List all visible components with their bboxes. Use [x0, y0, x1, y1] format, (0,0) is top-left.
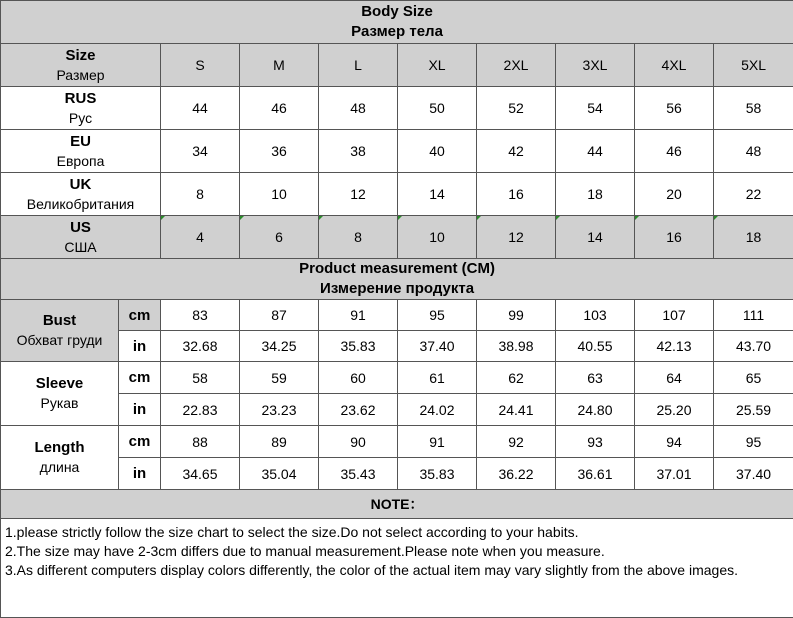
table-cell: 48: [714, 130, 793, 173]
note-line: 3.As different computers display colors differently, the color of the actual item may vary slightly from the above images.: [5, 561, 789, 580]
table-cell: 38.98: [477, 331, 556, 362]
row-label-en: Bust: [1, 311, 118, 330]
size-header: 5XL: [714, 44, 793, 87]
table-cell: 88: [161, 426, 240, 458]
size-header: 4XL: [635, 44, 714, 87]
table-cell: 12: [477, 216, 556, 259]
row-label-en: US: [1, 218, 160, 237]
size-header: XL: [398, 44, 477, 87]
table-cell: 40: [398, 130, 477, 173]
table-cell: 93: [556, 426, 635, 458]
table-cell: 16: [635, 216, 714, 259]
table-cell: 58: [161, 362, 240, 394]
unit-label-cm: cm: [119, 362, 161, 394]
table-cell: 111: [714, 300, 793, 331]
table-cell: 18: [556, 173, 635, 216]
table-cell: 36.22: [477, 458, 556, 490]
table-cell: 23.62: [319, 394, 398, 426]
row-label-ru: Рус: [1, 108, 160, 128]
unit-label-in: in: [119, 458, 161, 490]
table-cell: 91: [319, 300, 398, 331]
table-cell: 12: [319, 173, 398, 216]
body-size-title-en: Body Size: [1, 2, 793, 22]
size-header: M: [240, 44, 319, 87]
table-row: [1, 130, 793, 173]
note-line: 2.The size may have 2-3cm differs due to manual measurement.Please note when you measure.: [5, 542, 789, 561]
row-label: [1, 87, 161, 130]
table-cell: 34: [161, 130, 240, 173]
table-cell: 50: [398, 87, 477, 130]
table-cell: 8: [319, 216, 398, 259]
row-label-ru: Европа: [1, 151, 160, 171]
table-cell: 10: [398, 216, 477, 259]
size-header: 2XL: [477, 44, 556, 87]
row-label: [1, 300, 119, 362]
row-label-en: UK: [1, 175, 160, 194]
unit-label-in: in: [119, 394, 161, 426]
product-title-en: Product measurement (CM): [1, 259, 793, 279]
table-cell: 90: [319, 426, 398, 458]
table-cell: 24.02: [398, 394, 477, 426]
table-row: [1, 300, 793, 331]
size-label-en: Size: [1, 46, 160, 65]
table-cell: 87: [240, 300, 319, 331]
table-cell: 54: [556, 87, 635, 130]
table-cell: 95: [398, 300, 477, 331]
note-line: 1.please strictly follow the size chart to select the size.Do not select according to your habits.: [5, 523, 789, 542]
table-row: [1, 426, 793, 458]
row-label-ru: США: [1, 237, 160, 257]
table-cell: 40.55: [556, 331, 635, 362]
table-cell: 23.23: [240, 394, 319, 426]
table-row: [1, 394, 793, 426]
row-label-ru: Рукав: [1, 393, 118, 413]
table-cell: 59: [240, 362, 319, 394]
table-cell: 38: [319, 130, 398, 173]
table-cell: 107: [635, 300, 714, 331]
size-header: 3XL: [556, 44, 635, 87]
table-row: [1, 331, 793, 362]
table-cell: 35.04: [240, 458, 319, 490]
table-cell: 8: [161, 173, 240, 216]
table-cell: 61: [398, 362, 477, 394]
size-header: L: [319, 44, 398, 87]
product-title-ru: Измерение продукта: [1, 279, 793, 299]
table-cell: 91: [398, 426, 477, 458]
table-cell: 63: [556, 362, 635, 394]
table-cell: 25.20: [635, 394, 714, 426]
table-cell: 37.40: [714, 458, 793, 490]
size-header: S: [161, 44, 240, 87]
table-cell: 42: [477, 130, 556, 173]
product-measurement-header: [1, 259, 793, 300]
table-cell: 4: [161, 216, 240, 259]
table-cell: 92: [477, 426, 556, 458]
unit-label-cm: cm: [119, 426, 161, 458]
body-size-header: [1, 1, 793, 44]
table-cell: 34.25: [240, 331, 319, 362]
table-cell: 37.01: [635, 458, 714, 490]
note-body: [1, 519, 793, 618]
table-row: [1, 216, 793, 259]
table-cell: 44: [161, 87, 240, 130]
table-cell: 24.80: [556, 394, 635, 426]
table-cell: 35.43: [319, 458, 398, 490]
table-cell: 56: [635, 87, 714, 130]
table-cell: 36.61: [556, 458, 635, 490]
table-cell: 62: [477, 362, 556, 394]
table-cell: 22: [714, 173, 793, 216]
table-cell: 43.70: [714, 331, 793, 362]
table-cell: 16: [477, 173, 556, 216]
table-cell: 46: [635, 130, 714, 173]
size-label-ru: Размер: [1, 65, 160, 85]
note-title: NOTE：: [1, 490, 793, 519]
table-cell: 35.83: [398, 458, 477, 490]
row-label-ru: Обхват груди: [1, 330, 118, 350]
table-cell: 35.83: [319, 331, 398, 362]
table-cell: 22.83: [161, 394, 240, 426]
table-cell: 48: [319, 87, 398, 130]
table-cell: 32.68: [161, 331, 240, 362]
unit-label-in: in: [119, 331, 161, 362]
row-label-en: Length: [1, 438, 118, 457]
row-label-ru: длина: [1, 457, 118, 477]
table-cell: 44: [556, 130, 635, 173]
table-row: [1, 458, 793, 490]
table-row: [1, 87, 793, 130]
table-cell: 24.41: [477, 394, 556, 426]
table-cell: 14: [556, 216, 635, 259]
table-cell: 52: [477, 87, 556, 130]
table-cell: 20: [635, 173, 714, 216]
row-label-ru: Великобритания: [1, 194, 160, 214]
table-cell: 60: [319, 362, 398, 394]
row-label: [1, 173, 161, 216]
table-cell: 58: [714, 87, 793, 130]
body-size-title-ru: Размер тела: [1, 22, 793, 42]
table-cell: 46: [240, 87, 319, 130]
table-cell: 14: [398, 173, 477, 216]
row-label: [1, 362, 119, 426]
table-cell: 36: [240, 130, 319, 173]
row-label-en: RUS: [1, 89, 160, 108]
table-cell: 64: [635, 362, 714, 394]
table-cell: 6: [240, 216, 319, 259]
row-label-en: EU: [1, 132, 160, 151]
table-cell: 37.40: [398, 331, 477, 362]
row-label: [1, 130, 161, 173]
size-label-cell: [1, 44, 161, 87]
table-row: [1, 362, 793, 394]
table-cell: 65: [714, 362, 793, 394]
table-row: [1, 173, 793, 216]
unit-label-cm: cm: [119, 300, 161, 331]
table-cell: 42.13: [635, 331, 714, 362]
row-label: [1, 216, 161, 259]
table-cell: 25.59: [714, 394, 793, 426]
row-label: [1, 426, 119, 490]
row-label-en: Sleeve: [1, 374, 118, 393]
table-cell: 103: [556, 300, 635, 331]
table-cell: 18: [714, 216, 793, 259]
table-cell: 99: [477, 300, 556, 331]
table-cell: 94: [635, 426, 714, 458]
table-cell: 89: [240, 426, 319, 458]
table-cell: 34.65: [161, 458, 240, 490]
table-cell: 83: [161, 300, 240, 331]
table-cell: 95: [714, 426, 793, 458]
table-cell: 10: [240, 173, 319, 216]
